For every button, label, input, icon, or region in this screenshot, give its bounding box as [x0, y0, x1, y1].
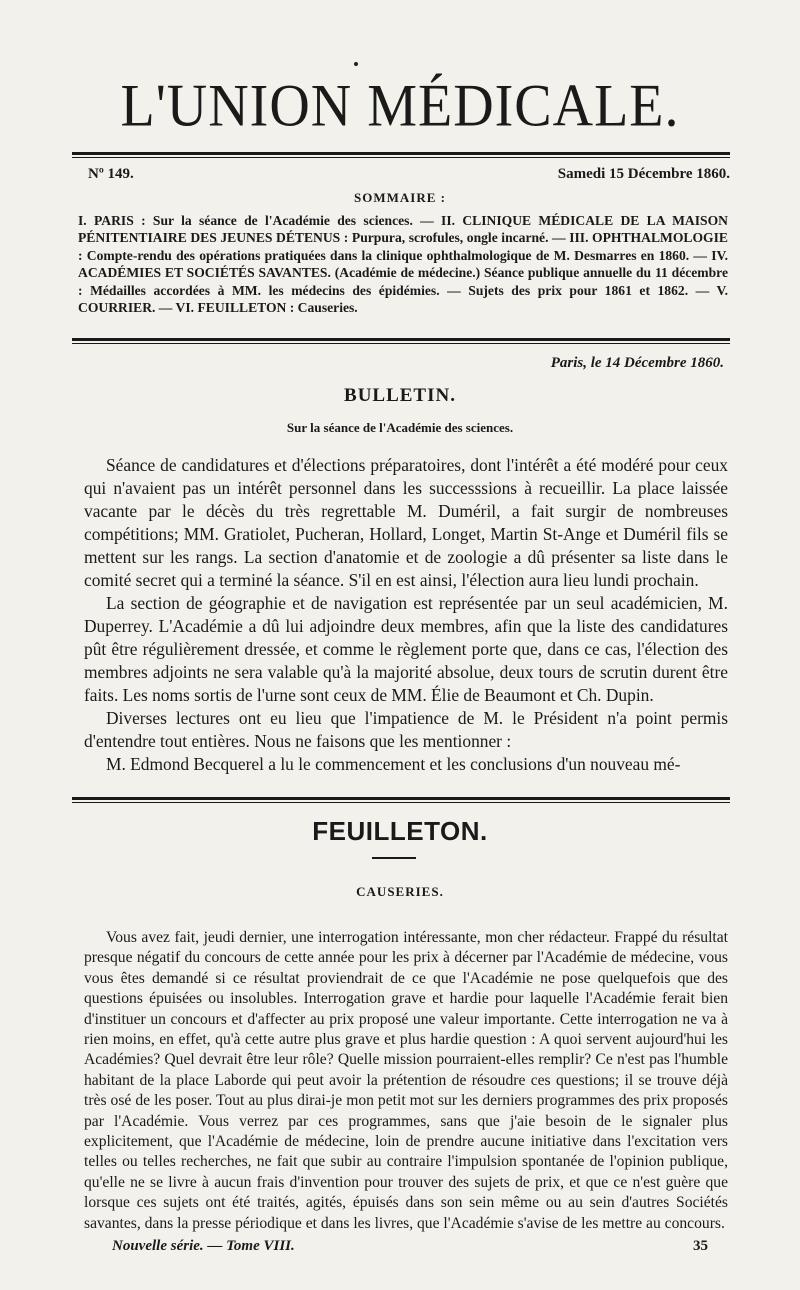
page-number: 35	[693, 1238, 708, 1254]
page-footer	[112, 1238, 708, 1258]
feuilleton-rule	[72, 797, 730, 800]
series-label: Nouvelle série. — Tome VIII.	[112, 1238, 295, 1254]
bulletin-subheading: Sur la séance de l'Académie des sciences.	[286, 420, 514, 435]
paragraph: Séance de candidatures et d'élections préparatoires, dont l'intérêt a été modéré pour ceux qui n'avaient pas un intérêt personnel dans les successsions à recueillir. La place laissée vacante par le décès du très regrettable M. Duméril, a fait surgir de nombreuses compétitions; MM. Gratiolet, Pucheran, Hollard, Longet, Martin St-Ange et Duméril fils se mettent sur les rangs. La section d'anatomie et de zoologie a dû présenter sa liste dans le comité secret qui a terminé la séance. S'il en est ainsi, l'élection aura lieu lundi prochain.	[84, 455, 728, 590]
paragraph: M. Edmond Becquerel a lu le commencement et les conclusions d'un nouveau mé-	[106, 754, 681, 774]
feuilleton-heading: FEUILLETON.	[312, 816, 488, 846]
bulletin-heading: BULLETIN.	[344, 385, 456, 406]
masthead-rule	[72, 152, 730, 155]
feuilleton-rule-thin	[72, 802, 730, 803]
section-rule-thin	[72, 343, 730, 344]
sommaire-heading: SOMMAIRE :	[354, 190, 446, 205]
masthead-rule-thin	[72, 157, 730, 158]
paragraph: La section de géographie et de navigation est représentée par un seul académicien, M. Duperrey. L'Académie a dû lui adjoindre deux membres, afin que la liste des candidatures pût être régulièrement dressée, et comme le règlement porte que, dans ce cas, l'élection des membres adjoints ne sera valable qu'à la majorité absolue, deux tours de scrutin durent être faits. Les noms sortis de l'urne sont ceux de MM. Élie de Beaumont et Ch. Dupin.	[84, 593, 728, 705]
bulletin-body	[84, 454, 728, 776]
feuilleton-body	[84, 928, 728, 1234]
print-mark	[354, 62, 358, 66]
issue-date: Samedi 15 Décembre 1860.	[557, 166, 730, 182]
paragraph: Vous avez fait, jeudi dernier, une interrogation intéressante, mon cher rédacteur. Frappé du résultat presque négatif du concours de cette année pour les prix à décerner par l'Académie de médecine, vous vous êtes demandé si ce résultat proviendrait de ce que l'Académie ne pose quelquefois que des questions épuisées ou insolubles. Interrogation grave et hardie pour laquelle l'Académie ferait bien d'instituer un concours et d'affecter au prix proposé une valeur importante. Cette interrogation ne va à rien moins, en effet, qu'à cette autre plus grave et plus hardie question : A quoi servent aujourd'hui les Académies? Quel devrait être leur rôle? Quelle mission pourraient-elles remplir? Ce n'est pas l'humble habitant de la place Laborde qui peut avoir la prétention de résoudre ces questions; il se trouve déjà très osé de les poser. Tout au plus dirai-je mon petit mot sur les derniers programmes des prix proposés par l'Académie. Vous verrez par ces programmes, sans que j'aie besoin de le signaler plus explicitement, que l'Académie de médecine, loin de prendre aucune initiative dans l'excitation vers telles ou telles recherches, ne fait que subir au contraire l'impulsion spontanée de l'opinion publique, qu'elle ne se livre à aucun frais d'invention pour trouver des sujets de prix, et que ce n'est guère que lorsque ces sujets ont été traités, agités, épuisés dans son sein même ou au sein d'autres Sociétés savantes, dans la presse périodique et dans les livres, que l'Académie s'avise de les mettre au concours.	[84, 929, 728, 1232]
short-divider	[372, 857, 416, 859]
paragraph: Diverses lectures ont eu lieu que l'impatience de M. le Président n'a point permis d'entendre tout entières. Nous ne faisons que les mentionner :	[84, 708, 728, 751]
dateline: Paris, le 14 Décembre 1860.	[550, 355, 724, 371]
sommaire-text: I. PARIS : Sur la séance de l'Académie des sciences. — II. CLINIQUE MÉDICALE DE LA MAISON PÉNITENTIAIRE DES JEUNES DÉTENUS : Purpura, scrofules, ongle incarné. — III. OPHTHALMOLOGIE : Compte-rendu des opérations pratiquées dans la clinique ophthalmologique de M. Desmarres en 1860. — IV. ACADÉMIES ET SOCIÉTÉS SAVANTES. (Académie de médecine.) Séance publique annuelle du 11 décembre : Médailles accordées à MM. les médecins des épidémies. — Sujets des prix pour 1861 et 1862. — V. COURRIER. — VI. FEUILLETON : Causeries.	[78, 213, 728, 316]
causeries-heading: CAUSERIES.	[356, 884, 444, 899]
section-rule	[72, 338, 730, 341]
issue-line	[88, 166, 730, 186]
issue-number: Nº 149.	[88, 166, 134, 182]
masthead-title: L'UNION MÉDICALE.	[120, 72, 680, 140]
